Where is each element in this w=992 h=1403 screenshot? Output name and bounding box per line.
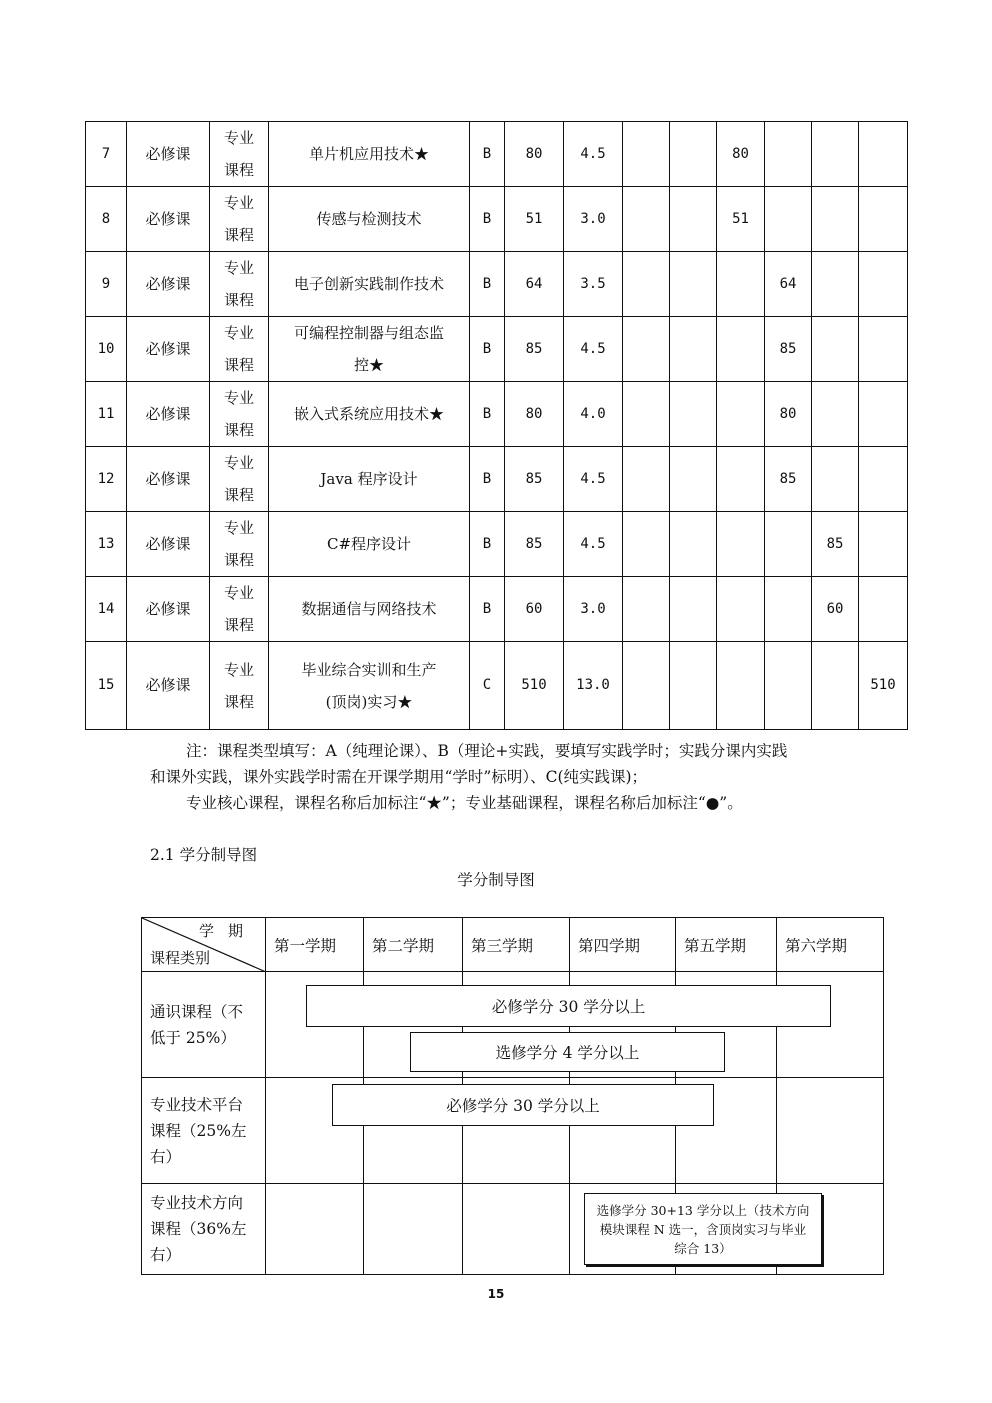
bar-general-required: 必修学分 30 学分以上 <box>306 985 831 1027</box>
category-line-1: 专业 <box>223 454 254 472</box>
cell-number: 7 <box>86 122 127 187</box>
cell-credits: 3.0 <box>564 187 623 252</box>
name-line-1: C#程序设计 <box>326 535 412 553</box>
cell-semester-1 <box>623 642 670 730</box>
category-line-2: 课程 <box>223 421 254 439</box>
section-title: 2.1 学分制导图 <box>150 846 258 864</box>
cell-semester-2 <box>670 512 717 577</box>
header-diagonal-cell <box>142 918 266 972</box>
table-row <box>86 512 908 577</box>
cell-course-name <box>269 447 470 512</box>
cell-total-hours: 80 <box>505 382 564 447</box>
cell-number: 8 <box>86 187 127 252</box>
cell-course-name <box>269 187 470 252</box>
note-line-3: 专业核心课程，课程名称后加标注“★”；专业基础课程，课程名称后加标注“●”。 <box>186 794 743 812</box>
cell-semester-4 <box>765 577 812 642</box>
category-line-1: 专业 <box>223 324 254 342</box>
cell-semester-4: 85 <box>765 317 812 382</box>
cell-course-type: B <box>470 122 505 187</box>
cell-total-hours: 85 <box>505 447 564 512</box>
cell-semester-1 <box>623 122 670 187</box>
cell-course-type: B <box>470 317 505 382</box>
category-line-2: 课程 <box>223 291 254 309</box>
map-cell <box>364 1184 463 1275</box>
cell-semester-2 <box>670 122 717 187</box>
cell-semester-2 <box>670 577 717 642</box>
table-row <box>86 122 908 187</box>
table-row <box>86 577 908 642</box>
cell-number: 15 <box>86 642 127 730</box>
cell-course-kind: 必修课 <box>127 187 210 252</box>
cell-course-type: B <box>470 512 505 577</box>
cell-semester-3 <box>717 512 765 577</box>
cell-semester-4: 85 <box>765 447 812 512</box>
map-cell <box>777 1078 884 1184</box>
cell-credits: 3.0 <box>564 577 623 642</box>
cell-semester-6 <box>859 382 908 447</box>
name-line-1: 嵌入式系统应用技术★ <box>293 405 444 423</box>
cell-number: 12 <box>86 447 127 512</box>
header-category-label: 课程类别 <box>150 949 211 967</box>
cell-semester-1 <box>623 512 670 577</box>
cell-course-type: B <box>470 382 505 447</box>
cell-semester-2 <box>670 317 717 382</box>
cell-total-hours: 85 <box>505 317 564 382</box>
bar-general-elective: 选修学分 4 学分以上 <box>410 1032 725 1072</box>
cell-course-category <box>210 642 269 730</box>
cell-semester-3: 80 <box>717 122 765 187</box>
cell-semester-4: 80 <box>765 382 812 447</box>
cell-course-name <box>269 382 470 447</box>
cell-number: 10 <box>86 317 127 382</box>
cell-semester-6 <box>859 577 908 642</box>
cell-course-type: B <box>470 187 505 252</box>
category-line-2: 课程 <box>223 692 254 711</box>
cell-semester-4 <box>765 122 812 187</box>
cell-total-hours: 51 <box>505 187 564 252</box>
semester-header-6: 第六学期 <box>777 918 884 972</box>
cell-semester-2 <box>670 252 717 317</box>
note-line-2: 和课外实践，课外实践学时需在开课学期用“学时”标明）、C(纯实践课)； <box>150 768 648 786</box>
name-line-1: 电子创新实践制作技术 <box>293 275 444 293</box>
cell-course-category <box>210 447 269 512</box>
category-line-1: 专业 <box>223 519 254 537</box>
semester-header-3: 第三学期 <box>463 918 570 972</box>
semester-header-4: 第四学期 <box>570 918 676 972</box>
cell-semester-6 <box>859 447 908 512</box>
semester-header-1: 第一学期 <box>266 918 364 972</box>
category-line-2: 课程 <box>223 486 254 504</box>
table-row <box>86 252 908 317</box>
cell-semester-3 <box>717 317 765 382</box>
cell-semester-5: 60 <box>812 577 859 642</box>
cell-course-name <box>269 577 470 642</box>
semester-header-5: 第五学期 <box>676 918 777 972</box>
cell-semester-2 <box>670 187 717 252</box>
cell-course-name <box>269 122 470 187</box>
category-line-1: 专业 <box>223 660 254 679</box>
category-line-2: 课程 <box>223 161 254 179</box>
course-table-body <box>86 122 908 730</box>
cell-course-name <box>269 252 470 317</box>
cell-course-category <box>210 382 269 447</box>
name-line-1: 可编程控制器与组态监 <box>293 324 444 342</box>
cell-semester-5 <box>812 252 859 317</box>
cell-semester-3 <box>717 447 765 512</box>
category-direction: 专业技术方向课程（36%左右） <box>142 1184 266 1275</box>
cell-semester-3: 51 <box>717 187 765 252</box>
cell-semester-5 <box>812 382 859 447</box>
cell-semester-3 <box>717 382 765 447</box>
cell-credits: 4.5 <box>564 447 623 512</box>
cell-number: 13 <box>86 512 127 577</box>
header-semester-label: 学期 <box>198 922 257 940</box>
category-line-2: 课程 <box>223 356 254 374</box>
cell-semester-5 <box>812 642 859 730</box>
cell-course-kind: 必修课 <box>127 122 210 187</box>
cell-semester-4: 64 <box>765 252 812 317</box>
cell-semester-3 <box>717 252 765 317</box>
map-cell <box>266 1184 364 1275</box>
name-line-1: 单片机应用技术★ <box>308 145 429 163</box>
cell-semester-3 <box>717 642 765 730</box>
cell-course-name <box>269 642 470 730</box>
cell-course-category <box>210 122 269 187</box>
cell-course-kind: 必修课 <box>127 447 210 512</box>
cell-semester-6 <box>859 317 908 382</box>
cell-course-category <box>210 317 269 382</box>
cell-course-kind: 必修课 <box>127 642 210 730</box>
cell-semester-6 <box>859 187 908 252</box>
cell-semester-1 <box>623 187 670 252</box>
category-line-1: 专业 <box>223 129 254 147</box>
cell-semester-1 <box>623 577 670 642</box>
cell-course-type: B <box>470 252 505 317</box>
category-line-2: 课程 <box>223 616 254 634</box>
cell-semester-6 <box>859 252 908 317</box>
category-line-2: 课程 <box>223 226 254 244</box>
cell-total-hours: 510 <box>505 642 564 730</box>
cell-semester-4 <box>765 642 812 730</box>
cell-semester-3 <box>717 577 765 642</box>
cell-semester-1 <box>623 317 670 382</box>
cell-course-category <box>210 187 269 252</box>
name-line-1: Java 程序设计 <box>320 470 418 488</box>
cell-course-kind: 必修课 <box>127 252 210 317</box>
category-line-2: 课程 <box>223 551 254 569</box>
cell-semester-2 <box>670 642 717 730</box>
cell-semester-1 <box>623 382 670 447</box>
cell-semester-1 <box>623 252 670 317</box>
cell-semester-4 <box>765 512 812 577</box>
name-line-1: 毕业综合实训和生产 <box>301 660 437 679</box>
map-cell <box>463 1184 570 1275</box>
cell-course-name <box>269 317 470 382</box>
course-table <box>85 121 908 730</box>
bar-platform-required: 必修学分 30 学分以上 <box>332 1084 714 1126</box>
cell-semester-2 <box>670 382 717 447</box>
cell-total-hours: 60 <box>505 577 564 642</box>
cell-credits: 4.0 <box>564 382 623 447</box>
category-line-1: 专业 <box>223 259 254 277</box>
cell-credits: 4.5 <box>564 122 623 187</box>
name-line-1: 传感与检测技术 <box>316 210 422 228</box>
cell-semester-6 <box>859 122 908 187</box>
category-general: 通识课程（不低于 25%） <box>142 972 266 1078</box>
name-line-2: (顶岗)实习★ <box>325 692 413 711</box>
bar-direction-elective: 选修学分 30+13 学分以上（技术方向模块课程 N 选一，含顶岗实习与毕业综合 13） <box>584 1193 822 1265</box>
cell-credits: 3.5 <box>564 252 623 317</box>
cell-semester-5 <box>812 447 859 512</box>
name-line-1: 数据通信与网络技术 <box>301 600 437 618</box>
category-line-1: 专业 <box>223 389 254 407</box>
cell-number: 14 <box>86 577 127 642</box>
table-row <box>86 642 908 730</box>
table-row <box>86 187 908 252</box>
cell-course-name <box>269 512 470 577</box>
note-line-1: 注：课程类型填写：A（纯理论课）、B（理论+实践，要填写实践学时；实践分课内实践 <box>186 742 788 760</box>
table-row <box>86 447 908 512</box>
cell-credits: 13.0 <box>564 642 623 730</box>
cell-total-hours: 64 <box>505 252 564 317</box>
cell-semester-6: 510 <box>859 642 908 730</box>
name-line-2: 控★ <box>353 356 384 374</box>
cell-total-hours: 85 <box>505 512 564 577</box>
cell-course-category <box>210 577 269 642</box>
category-line-1: 专业 <box>223 584 254 602</box>
page-number: 15 <box>487 1287 505 1301</box>
cell-semester-5: 85 <box>812 512 859 577</box>
cell-semester-6 <box>859 512 908 577</box>
cell-course-type: B <box>470 577 505 642</box>
cell-semester-5 <box>812 122 859 187</box>
cell-course-category <box>210 252 269 317</box>
cell-course-type: B <box>470 447 505 512</box>
cell-semester-1 <box>623 447 670 512</box>
cell-number: 9 <box>86 252 127 317</box>
category-platform: 专业技术平台课程（25%左右） <box>142 1078 266 1184</box>
cell-course-kind: 必修课 <box>127 577 210 642</box>
category-line-1: 专业 <box>223 194 254 212</box>
cell-semester-5 <box>812 187 859 252</box>
table-row <box>86 382 908 447</box>
cell-number: 11 <box>86 382 127 447</box>
cell-semester-4 <box>765 187 812 252</box>
figure-title: 学分制导图 <box>457 871 535 889</box>
cell-course-kind: 必修课 <box>127 317 210 382</box>
cell-course-type: C <box>470 642 505 730</box>
semester-header-2: 第二学期 <box>364 918 463 972</box>
cell-course-kind: 必修课 <box>127 512 210 577</box>
cell-course-kind: 必修课 <box>127 382 210 447</box>
cell-total-hours: 80 <box>505 122 564 187</box>
cell-semester-2 <box>670 447 717 512</box>
cell-course-category <box>210 512 269 577</box>
cell-credits: 4.5 <box>564 317 623 382</box>
table-row <box>86 317 908 382</box>
cell-credits: 4.5 <box>564 512 623 577</box>
cell-semester-5 <box>812 317 859 382</box>
